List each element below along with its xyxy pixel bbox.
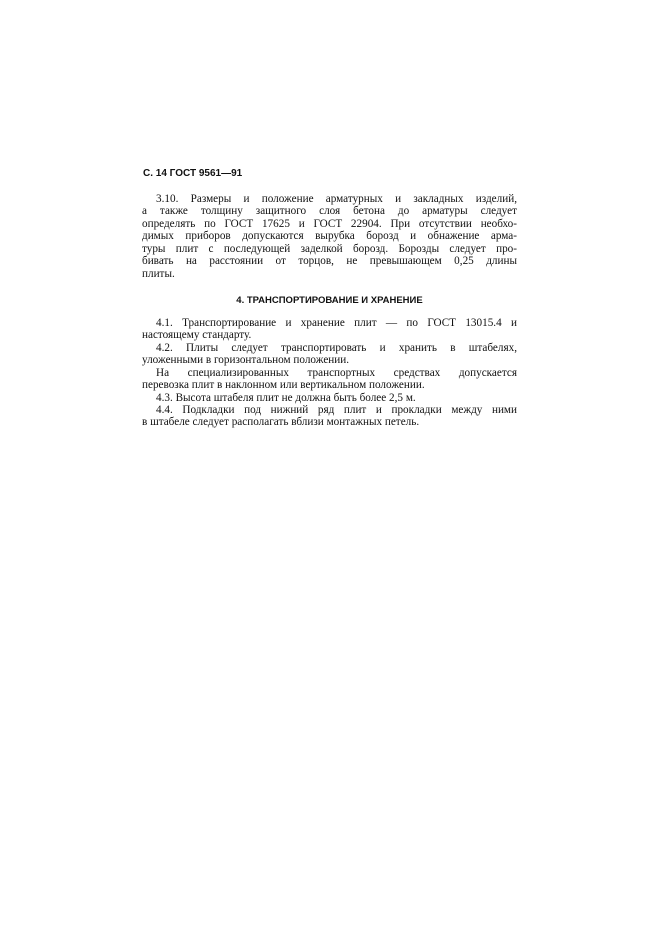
text-line: 4.3. Высота штабеля плит не должна быть более 2,5 м. (156, 392, 416, 404)
text-line: На специализированных транспортных средствах допускается (156, 367, 517, 379)
text-line: перевозка плит в наклонном или вертикальном положении. (142, 379, 425, 391)
text-line: 4.1. Транспортирование и хранение плит — по ГОСТ 13015.4 и (156, 317, 517, 329)
text-line: плиты. (142, 268, 175, 280)
page-header: С. 14 ГОСТ 9561—91 (143, 168, 243, 179)
text-line: определять по ГОСТ 17625 и ГОСТ 22904. При отсутствии необхо- (142, 218, 517, 230)
text-line: 4.2. Плиты следует транспортировать и хранить в штабелях, (156, 342, 517, 354)
text-line: а также толщину защитного слоя бетона до арматуры следует (142, 205, 517, 217)
text-line: настоящему стандарту. (142, 329, 252, 341)
text-line: бивать на расстоянии от торцов, не превышающем 0,25 длины (142, 255, 517, 267)
text-line: 4.4. Подкладки под нижний ряд плит и прокладки между ними (156, 404, 517, 416)
text-line: уложенными в горизонтальном положении. (142, 354, 350, 366)
section-title: 4. ТРАНСПОРТИРОВАНИЕ И ХРАНЕНИЕ (236, 295, 423, 306)
text-line: 3.10. Размеры и положение арматурных и закладных изделий, (156, 193, 517, 205)
text-line: туры плит с последующей заделкой борозд. Борозды следует про- (142, 243, 517, 255)
text-line: в штабеле следует располагать вблизи монтажных петель. (142, 416, 420, 428)
text-line: димых приборов допускаются вырубка борозд и обнажение арма- (142, 230, 517, 242)
